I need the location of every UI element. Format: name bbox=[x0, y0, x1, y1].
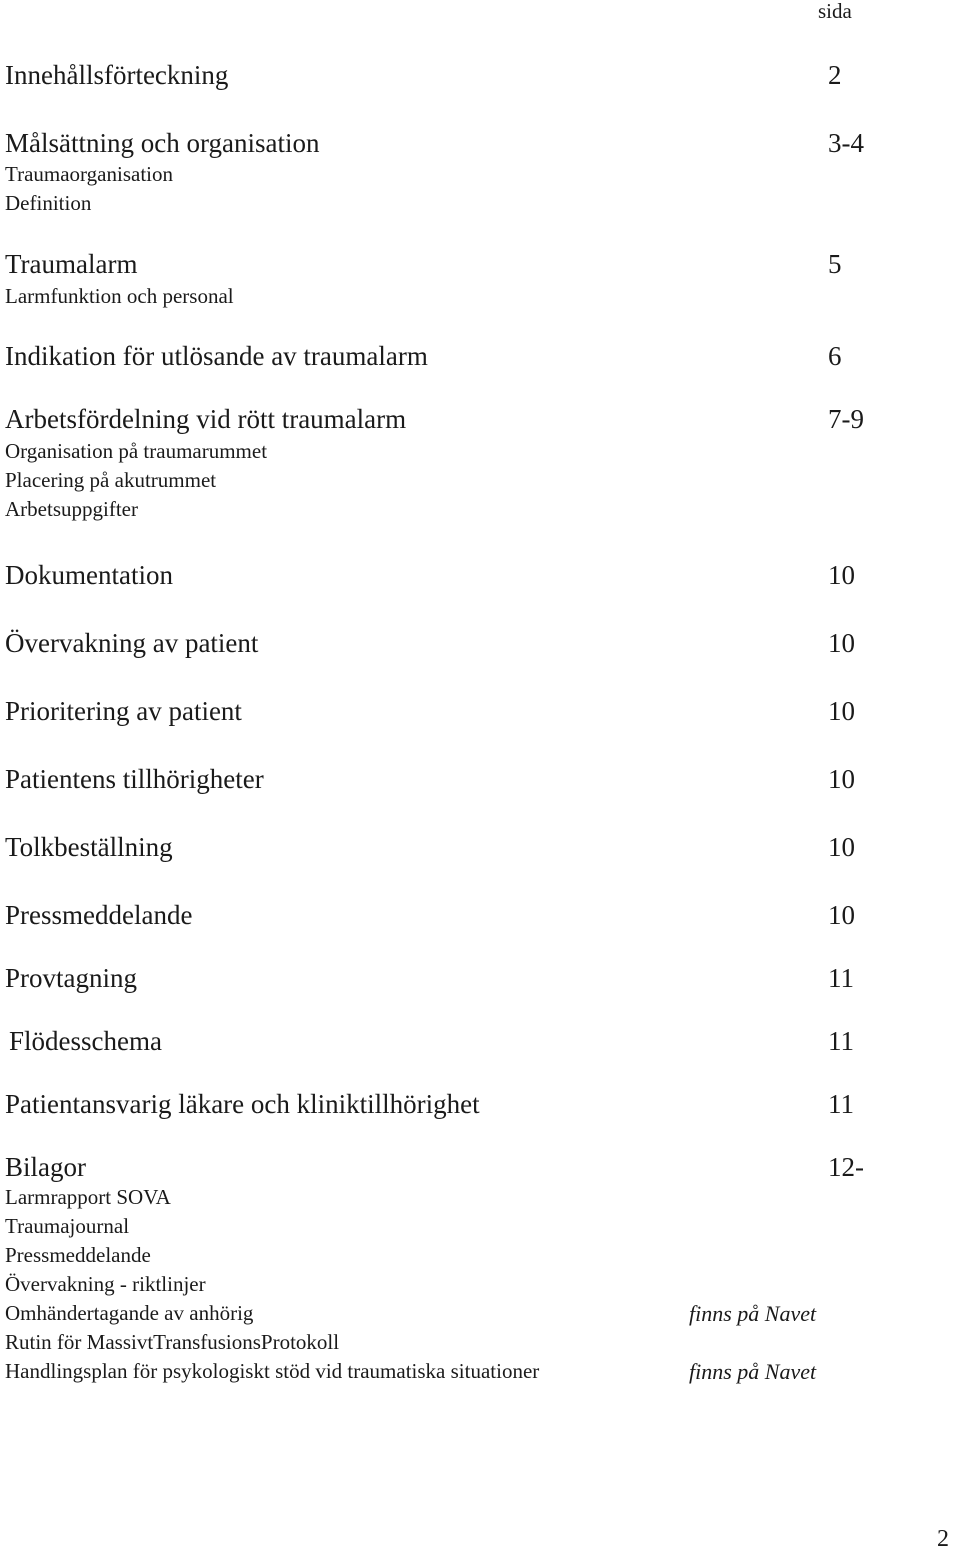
toc-entry-title: Flödesschema bbox=[9, 1026, 162, 1056]
toc-entry-page: 12- bbox=[828, 1152, 864, 1182]
toc-entry-page: 10 bbox=[828, 628, 855, 658]
toc-subentry: Placering på akutrummet bbox=[5, 468, 217, 492]
toc-entry-page: 10 bbox=[828, 900, 855, 930]
toc-subentry: Traumaorganisation bbox=[5, 162, 173, 186]
toc-entry-title: Provtagning bbox=[5, 963, 137, 993]
toc-entry-title: Tolkbeställning bbox=[5, 832, 173, 862]
page-column-label: sida bbox=[818, 0, 852, 23]
toc-entry-title: Patientens tillhörigheter bbox=[5, 764, 264, 794]
toc-entry-title: Indikation för utlösande av traumalarm bbox=[5, 341, 428, 371]
toc-subentry: Organisation på traumarummet bbox=[5, 439, 268, 463]
toc-entry-page: 6 bbox=[828, 341, 842, 371]
toc-entry-title: Traumalarm bbox=[5, 249, 138, 279]
toc-entry-page: 11 bbox=[828, 963, 854, 993]
toc-entry-page: 10 bbox=[828, 832, 855, 862]
toc-subentry: Larmrapport SOVA bbox=[5, 1185, 171, 1209]
toc-subentry: Pressmeddelande bbox=[5, 1243, 151, 1267]
toc-subentry: Rutin för MassivtTransfusionsProtokoll bbox=[5, 1330, 340, 1354]
toc-entry-title: Bilagor bbox=[5, 1152, 86, 1182]
toc-entry-title: Övervakning av patient bbox=[5, 628, 259, 658]
toc-entry-title: Arbetsfördelning vid rött traumalarm bbox=[5, 404, 407, 434]
toc-entry-title: Målsättning och organisation bbox=[5, 128, 320, 158]
toc-subentry: Handlingsplan för psykologiskt stöd vid traumatiska situationer bbox=[5, 1359, 540, 1383]
toc-entry-page: 11 bbox=[828, 1089, 854, 1119]
toc-entry-title: Patientansvarig läkare och kliniktillhörighet bbox=[5, 1089, 480, 1119]
toc-entry-page: 7-9 bbox=[828, 404, 864, 434]
toc-entry-page: 5 bbox=[828, 249, 842, 279]
toc-entry-title: Prioritering av patient bbox=[5, 696, 242, 726]
toc-entry-title: Dokumentation bbox=[5, 560, 173, 590]
toc-subentry-note: finns på Navet bbox=[689, 1359, 817, 1384]
toc-subentry: Larmfunktion och personal bbox=[5, 284, 234, 308]
toc-entry-page: 10 bbox=[828, 764, 855, 794]
toc-subentry: Omhändertagande av anhörig bbox=[5, 1301, 254, 1325]
toc-entry-title: Innehållsförteckning bbox=[5, 60, 229, 90]
toc-entry-page: 11 bbox=[828, 1026, 854, 1056]
toc-subentry: Traumajournal bbox=[5, 1214, 130, 1238]
toc-subentry: Arbetsuppgifter bbox=[5, 497, 138, 521]
toc-entry-page: 3-4 bbox=[828, 128, 864, 158]
toc-entry-title: Pressmeddelande bbox=[5, 900, 193, 930]
toc-subentry: Definition bbox=[5, 191, 92, 215]
page-number: 2 bbox=[937, 1526, 949, 1552]
toc-entry-page: 2 bbox=[828, 60, 842, 90]
toc-subentry-note: finns på Navet bbox=[689, 1301, 817, 1326]
toc-subentry: Övervakning - riktlinjer bbox=[5, 1272, 206, 1296]
toc-entry-page: 10 bbox=[828, 560, 855, 590]
toc-entry-page: 10 bbox=[828, 696, 855, 726]
